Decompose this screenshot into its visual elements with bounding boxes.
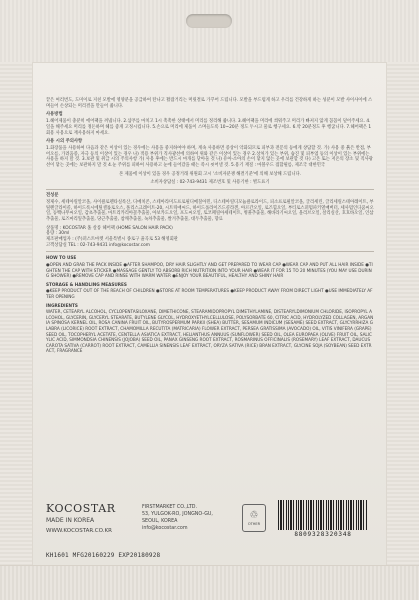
company-line: FIRSTMARKET CO.,LTD. <box>142 505 198 510</box>
korean-ingredients-title: 전성분 <box>46 193 59 199</box>
barcode-number: 8809328320348 <box>294 531 352 538</box>
korean-usage-title: 사용방법 <box>46 112 63 118</box>
storage-title: STORAGE & HANDLING MEASURES <box>46 281 127 287</box>
recycle-icon: ♲ <box>249 509 259 521</box>
korean-consumer-center: 소비자상담실 : 02-743-9431 제조번호 및 사용기한 : 별도표기 <box>150 180 270 186</box>
how-to-use: ●OPEN AND GRAB THE PACK INSIDE ●AFTER SHAMPOO, DRY HAIR SLIGHTLY AND GET PREPARED TO WEAR CAP ●WEAR CAP AND PUT ALL HAIR INSIDE ●TIGHTEN THE CAP WITH STICKER ●MASSAGE GENTLY TO ABSORB RICH NUTRITION INTO YOUR HAIR ●WEAR IT FOR 15 TO 20 MINUTES (YOU MAY USE DURING SHOWER) ●REMOVE CAP AND RINSE WITH WARM WATER ●ENJOY YOUR BEAUTIFUL, HEALTHY AND SHINY HAIR <box>46 262 373 279</box>
recycle-mark <box>242 504 266 532</box>
top-seal <box>0 0 419 63</box>
divider <box>46 189 374 190</box>
barcode <box>274 500 372 540</box>
korean-caution: 1.화장품을 사용하여 다음과 같은 이상이 있는 경우에는 사용을 중지하여야 하며, 계속 사용하면 증상이 악화되므로 피부과 전문의 등에게 상담할 것. 가) 사용 중 붉은 반점, 부어오름, 가려움증, 자극 등의 이상이 있는 경우 나) 적용 부위가 직사광선에 의하여 위와 같은 이상이 있는 경우 2.상처가 있는 부위, 습진 및 피부염 등의 이상이 있는 부위에는 사용을 하지 말 것. 3.보관 및 취급 시의 주의사항 가) 사용 후에는 반드시 마개를 닫아둘 것 나) 유아·소아의 손이 닿지 않는 곳에 보관할 것 다) 고온 또는 저온의 장소 및 직사광선이 닿는 곳에는 보관하지 말 것 4.눈 주위를 피하여 사용하고 눈에 들어갔을 때는 즉시 씻어낼 것. 5.용기 재질 : 마블우드 접합필름, 제조국 대한민국 <box>46 145 373 169</box>
company-line: SEOUL, KOREA <box>142 519 178 524</box>
left-seal <box>0 62 33 566</box>
right-seal <box>386 62 419 566</box>
company-line: info@kocostar.com <box>142 526 188 531</box>
korean-intro: 끝은 여러번도, 도미이로 지친 모발에 영양분을 공급하여 탄나고 활잡거리는 머릿결로 가꾸어 드립니다. 모발을 부드럽게 하고 우리를 건강하게 하는 성분이 모발 사이사이에 스며들어 손상되는 머리결을 만들어 줍니다. <box>46 98 373 109</box>
korean-compensation: 본 제품에 이상이 있을 경우 공정거래 위원회 고시 '소비자분쟁 해결기준'에 의해 보상해 드립니다. <box>119 171 301 177</box>
lot-info: KH1601 MFG20160229 EXP20180928 <box>46 552 161 559</box>
company-line: 53, YULGOK-RO, JONGNO-GU, <box>142 512 213 517</box>
korean-manufacturer: 제조판매업자 : (주)퍼스트마켓 서울특별시 종로구 율곡로 53 해영회관 <box>46 237 178 243</box>
company-address <box>142 504 213 532</box>
korean-ingredients: 정제수, 세테아릴알코올, 사이클로펜타실록산, 디메치콘, 스테아라미도프로필디메칠아민, 디스테아릴디모늄클로라이드, 피소프로필알코올, 글리세린, 글리세릴스테아레이트, 부틸렌글라이콜, 하이드록시에틸셀룰로오스, 폴리스크레이트-20, 시트릭애씨드, 하이드롤라이즈드콜라겐, 아르간오일, 로즈힙오일, 부티로스퍼멈파키열매버터, 세사멈인디쿰씨오일, 동백나무씨오일, 감초추출물, 마트리카리아꽃추출물, 아보카도오일, 포도씨오일, 토코페릴아세테이트, 병풀추출물, 해바라기씨오일, 올리브오일, 살리실산, 호호바오일, 인삼추출물, 로즈마리잎추출물, 당근추출물, 참깨추출물, 녹차추출물, 쌀겨추출물, 대두추출물, 향료 <box>46 199 374 222</box>
ingredients-title: INGREDIENTS <box>46 302 78 308</box>
korean-volume: 용량 : 30ml <box>46 231 70 237</box>
barcode-bars <box>278 500 368 530</box>
brand-logo: KOCOSTAR <box>46 502 116 515</box>
storage: ●KEEP PRODUCT OUT OF THE REACH OF CHILDREN ●STORE AT ROOM TEMPERATURES ●KEEP PRODUCT AWAY FROM DIRECT LIGHT ●USE IMMEDIATELY AFTER OPENING <box>46 288 373 300</box>
website-url: WWW.KOCOSTAR.CO.KR <box>46 528 112 534</box>
recycle-label: OTHER <box>247 521 261 526</box>
brand-footer <box>46 500 374 548</box>
divider <box>46 251 374 252</box>
ingredients: WATER, CETEARYL ALCOHOL, CYCLOPENTASILOXANE, DIMETHICONE, STEARAMIDOPROPYL DIMETHYLAMINE, DISTEARYLDIMONIUM CHLORIDE, ISOPROPYL ALCOHOL, GLYCERIN, GLYCERYL STEARATE, BUTYLENE GLYCOL, HYDROXYETHYLCELLULOSE, POLYSORBATE 60, CITRIC ACID, HYDROLYZED COLLAGEN, ARGANIA SPINOSA KERNEL OIL, ROSA CANINA FRUIT OIL, BUTYROSPERMUM PARKII (SHEA) BUTTER, SESAMUM INDICUM (SESAME) SEED EXTRACT, GLYCYRRHIZA GLABRA (LICORICE) ROOT EXTRACT, CHAMOMILLA RECUTITA (MATRICARIA) FLOWER EXTRACT, PERSEA GRATISSIMA (AVOCADO) OIL, VITIS VINIFERA (GRAPE) SEED OIL, TOCOPHERYL ACETATE, CENTELLA ASIATICA EXTRACT, HELIANTHUS ANNUUS (SUNFLOWER) SEED OIL, OLEA EUROPAEA (OLIVE) FRUIT OIL, SALICYLIC ACID, SIMMONDSIA CHINENSIS (JOJOBA) SEED OIL, PANAX GINSENG ROOT EXTRACT, ROSMARINUS OFFICINALIS (ROSEMARY) LEAF EXTRACT, DAUCUS CAROTA SATIVA (CARROT) ROOT EXTRACT, CAMELLIA SINENSIS LEAF EXTRACT, ORYZA SATIVA (RICE) BRAN EXTRACT, GLYCINE SOJA (SOYBEAN) SEED EXTRACT, FRAGRANCE <box>46 309 374 354</box>
korean-usage: 1.헤어제품이 충분히 에어팩을 꺼냅니다. 2.샴푸를 마치고 1시 촉촉한 상태에서 머리를 정리해 줍니다. 3.헤어팩을 머리에 씌워주고 머리가 빠져지 않게 꼼꼼이 덮어주세요. 4.일을 해주세요 머리를 정돈하며 헤를 좋게 고정시킵니다. 5.손으로 머리에 제품이 스며들도록 10~20분 정도 두시고 물로 헹구세요. 6.약 20분정도 후 헹굽니다. 7.헤어팩은 1회용 사용으로 재사용하지 마세요. <box>46 119 372 136</box>
label-text <box>46 98 374 357</box>
korean-caution-title: 사용 시의 주의사항 <box>46 139 83 145</box>
made-in: MADE IN KOREA <box>46 517 95 524</box>
how-to-use-title: HOW TO USE <box>46 255 77 261</box>
korean-phone: 고객상담실 TEL : 02-743-9431 info@kocostar.com <box>46 242 150 248</box>
bottom-seal <box>0 565 419 600</box>
korean-product-name: 상품명 : KOCOSTAR 홈 살롱 헤어팩 (HOME SALON HAIR PACK) <box>46 225 173 231</box>
hang-hole <box>186 14 232 28</box>
